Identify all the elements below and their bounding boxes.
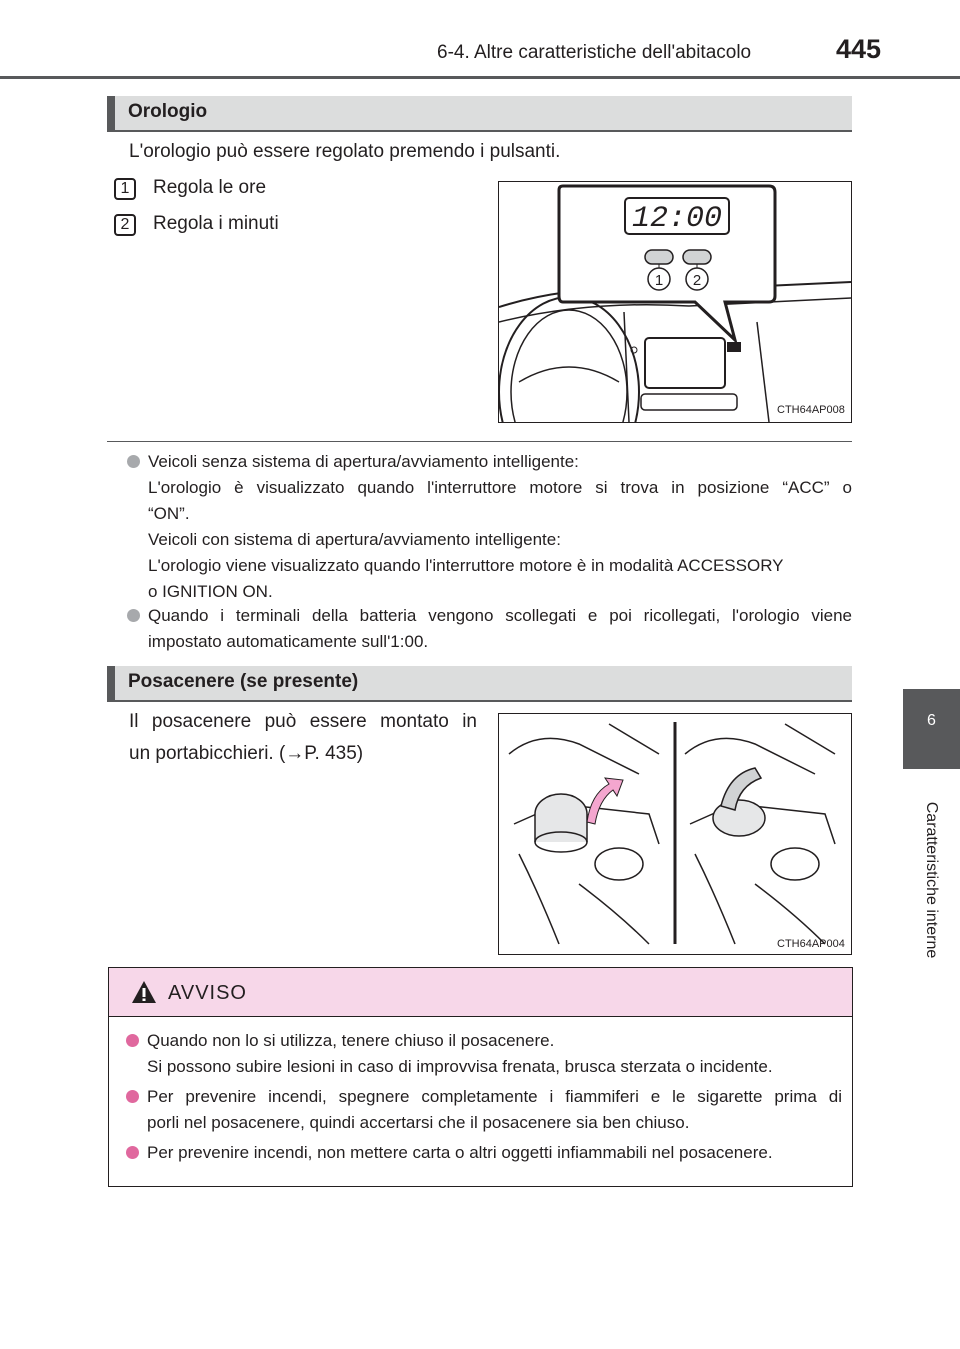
warning-item [126,1140,842,1166]
running-header-section: 6-4. Altre caratteristiche dell'abitacolo [437,42,752,63]
warning-line: porli nel posacenere, quindi accertarsi che il posacenere sia ben chiuso. [147,1113,690,1132]
bullet-dot [126,1146,139,1159]
item-number-badge: 2 [114,214,136,236]
warning-item [126,1028,842,1080]
clock-intro: L'orologio può essere regolato premendo i pulsanti. [129,141,561,162]
item-label: Regola le ore [153,177,267,198]
chapter-title: Caratteristiche interne [923,801,940,959]
clock-illustration [498,181,852,423]
bullet-dot [126,1034,139,1047]
note-line: o IGNITION ON. [148,582,273,601]
warning-line: Quando non lo si utilizza, tenere chiuso il posacenere. [147,1031,555,1050]
item-label: Regola i minuti [153,213,279,234]
note-line: L'orologio viene visualizzato quando l'interruttore motore è in modalità ACCESSORY [148,556,784,575]
warning-line: Per prevenire incendi, spegnere completamente i fiammiferi e le sigarette prima di [147,1087,842,1106]
ashtray-illustration [498,713,852,955]
bullet-dot [127,455,140,468]
section-title: Orologio [128,101,208,122]
ashtray-drawing [499,714,851,954]
warning-header [109,968,852,1017]
warning-triangle-icon [131,980,157,1004]
clock-display-text: 12:00 [631,202,723,236]
bullet-dot [127,609,140,622]
note-line: L'orologio è visualizzato quando l'interruttore motore si trova in posizione “ACC” o [148,478,852,497]
note-item [127,449,852,605]
section-header-accent [107,96,115,130]
note-line: Veicoli senza sistema di apertura/avviamento intelligente: [148,452,579,471]
warning-line: Per prevenire incendi, non mettere carta o altri oggetti infiammabili nel posacenere. [147,1143,773,1162]
warning-item [126,1084,842,1136]
note-line: impostato automaticamente sull'1:00. [148,632,429,651]
section-header-accent [107,666,115,700]
dashboard-drawing [499,182,851,422]
callout-2: 2 [692,272,702,289]
ashtray-text-line-2: un portabicchieri. (→P. 435) [129,743,364,764]
note-line: Veicoli con sistema di apertura/avviamento intelligente: [148,530,561,549]
warning-line: Si possono subire lesioni in caso di improvvisa frenata, brusca sterzata o incidente. [147,1057,773,1076]
header-rule [0,76,960,79]
figure-code: CTH64AP004 [777,938,845,950]
page-number: 445 [836,34,882,64]
item-number-badge: 1 [114,178,136,200]
divider [107,441,852,442]
figure-code: CTH64AP008 [777,404,845,416]
callout-1: 1 [654,272,664,289]
bullet-dot [126,1090,139,1103]
note-line: Quando i terminali della batteria vengono scollegati e poi ricollegati, l'orologio viene [148,606,852,625]
section-title: Posacenere (se presente) [128,671,359,692]
warning-title: AVVISO [168,982,247,1004]
note-line: “ON”. [148,504,190,523]
note-item [127,603,852,655]
warning-box [108,967,853,1187]
chapter-number: 6 [927,712,936,729]
section-header-clock [107,96,852,132]
ashtray-text-line-1: Il posacenere può essere montato in [129,711,477,732]
section-header-ashtray [107,666,852,702]
